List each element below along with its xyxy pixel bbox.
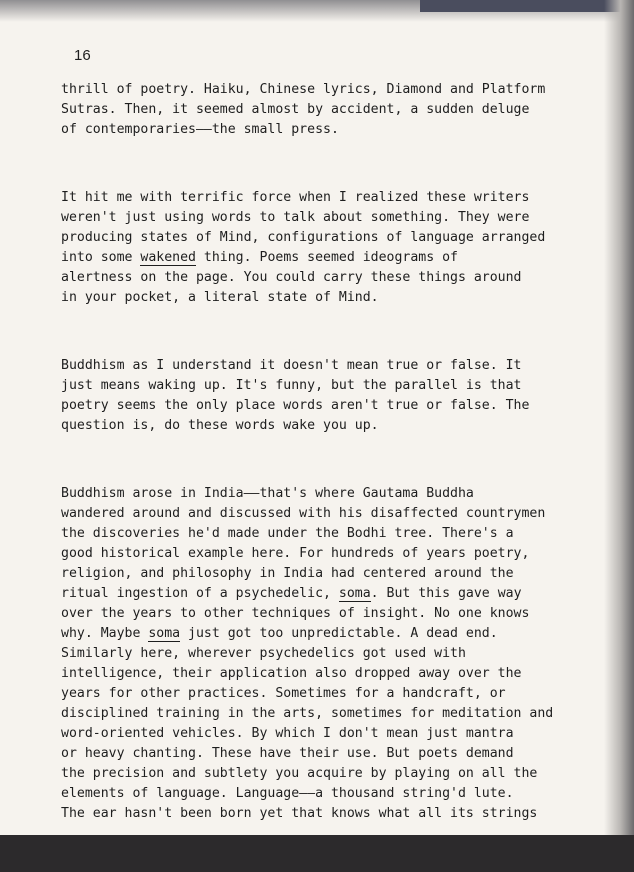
text-line: good historical example here. For hundreds of years poetry, [61, 546, 530, 561]
text-line: word-oriented vehicles. By which I don't mean just mantra [61, 726, 514, 741]
text-line: ritual ingestion of a psychedelic, soma. But this gave way [61, 586, 522, 601]
text-line: religion, and philosophy in India had centered around the [61, 566, 514, 581]
text-line: The ear hasn't been born yet that knows what all its strings [61, 806, 538, 821]
paragraph [61, 484, 596, 824]
underlined-word: soma [148, 626, 181, 641]
top-binding-band [420, 0, 634, 12]
page-number: 16 [74, 47, 91, 64]
text-line: or heavy chanting. These have their use. But poets demand [61, 746, 514, 761]
page-gutter-edge [604, 0, 634, 835]
paragraph [61, 80, 596, 140]
text-line: thrill of poetry. Haiku, Chinese lyrics, Diamond and Platform [61, 82, 546, 97]
text-line: over the years to other techniques of insight. No one knows [61, 606, 530, 621]
paragraph [61, 188, 596, 308]
text-line: weren't just using words to talk about something. They were [61, 210, 530, 225]
underlined-word: wakened [140, 250, 196, 265]
text-line: into some wakened thing. Poems seemed ideograms of [61, 250, 458, 265]
text-line: It hit me with terrific force when I realized these writers [61, 190, 530, 205]
text-line: poetry seems the only place words aren't true or false. The [61, 398, 530, 413]
text-line: Similarly here, wherever psychedelics got used with [61, 646, 466, 661]
text-line: the precision and subtlety you acquire by playing on all the [61, 766, 538, 781]
body-text [61, 80, 596, 872]
text-line: the discoveries he'd made under the Bodhi tree. There's a [61, 526, 514, 541]
text-line: of contemporaries——the small press. [61, 122, 339, 137]
text-line: years for other practices. Sometimes for a handcraft, or [61, 686, 506, 701]
paragraph [61, 356, 596, 436]
text-line: disciplined training in the arts, sometimes for meditation and [61, 706, 554, 721]
text-line: alertness on the page. You could carry these things around [61, 270, 522, 285]
text-line: wandered around and discussed with his disaffected countrymen [61, 506, 546, 521]
text-line: producing states of Mind, configurations of language arranged [61, 230, 546, 245]
text-line: just means waking up. It's funny, but the parallel is that [61, 378, 522, 393]
text-line: Buddhism arose in India——that's where Gautama Buddha [61, 486, 474, 501]
text-line: why. Maybe soma just got too unpredictable. A dead end. [61, 626, 498, 641]
text-line: Sutras. Then, it seemed almost by accident, a sudden deluge [61, 102, 530, 117]
text-line: elements of language. Language——a thousand string'd lute. [61, 786, 514, 801]
text-line: Buddhism as I understand it doesn't mean true or false. It [61, 358, 522, 373]
underlined-word: soma [338, 586, 371, 601]
text-line: in your pocket, a literal state of Mind. [61, 290, 379, 305]
text-line: intelligence, their application also dropped away over the [61, 666, 522, 681]
text-line: question is, do these words wake you up. [61, 418, 379, 433]
